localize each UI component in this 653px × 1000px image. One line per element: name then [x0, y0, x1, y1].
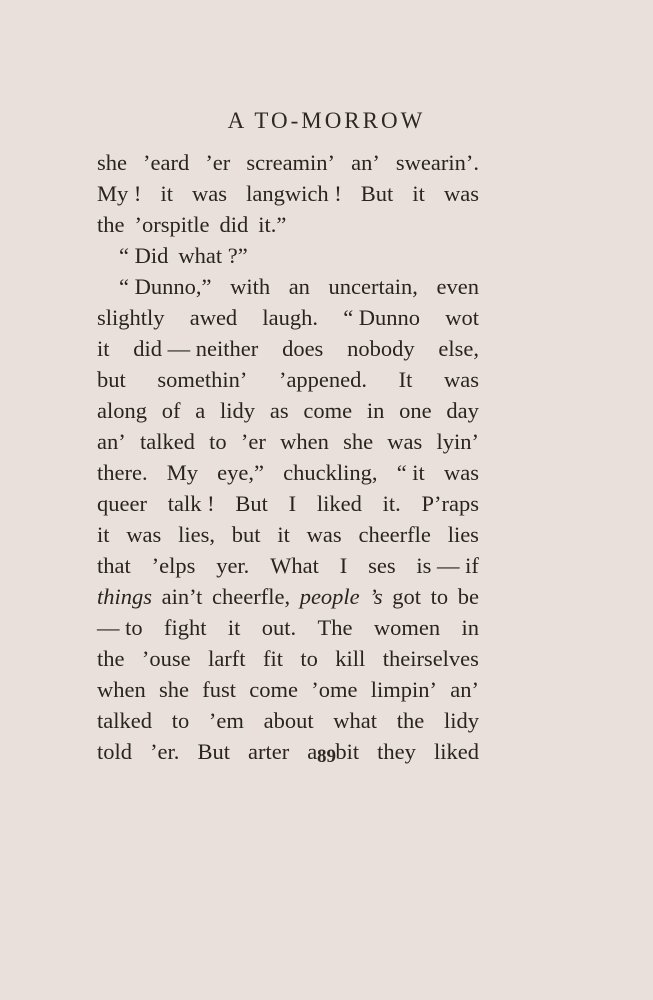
word: of	[161, 398, 181, 423]
word: But	[360, 181, 394, 206]
word: ’ome	[311, 677, 358, 702]
word: “ it	[396, 460, 425, 485]
word: come	[303, 398, 353, 423]
word: a	[195, 398, 206, 423]
text-line	[97, 705, 479, 736]
word: lies,	[178, 522, 215, 547]
word: talked	[139, 429, 195, 454]
word: bit	[335, 739, 360, 764]
word: what	[333, 708, 378, 733]
word: but	[97, 367, 126, 392]
word: there.	[97, 460, 148, 485]
word: is — if	[416, 553, 479, 578]
word: it	[160, 181, 173, 206]
word: ’eard	[143, 150, 190, 175]
word: even	[436, 274, 479, 299]
word: else,	[438, 336, 479, 361]
body-text	[97, 147, 479, 767]
word: to	[171, 708, 190, 733]
word: “ Did	[119, 243, 169, 268]
word: But	[235, 491, 268, 516]
word: “ Dunno	[343, 305, 421, 330]
word: laugh.	[262, 305, 318, 330]
word: I	[339, 553, 348, 578]
text-line	[97, 612, 479, 643]
word: people	[299, 584, 360, 609]
word: a	[307, 739, 318, 764]
word: lidy	[220, 398, 256, 423]
text-line	[97, 240, 479, 271]
word: ’elps	[151, 553, 196, 578]
word: P’raps	[421, 491, 479, 516]
word: ’er.	[150, 739, 180, 764]
word: langwich !	[246, 181, 342, 206]
text-line	[97, 581, 479, 612]
word: ’er	[205, 150, 231, 175]
word: ’s	[369, 584, 383, 609]
word: talk !	[167, 491, 215, 516]
word: women	[373, 615, 441, 640]
word: day	[446, 398, 479, 423]
word: come	[249, 677, 298, 702]
word: kill	[335, 646, 366, 671]
word: it	[227, 615, 241, 640]
word: but	[231, 522, 261, 547]
word: ’er	[240, 429, 266, 454]
text-line	[97, 457, 479, 488]
word: with	[230, 274, 271, 299]
word: ain’t	[161, 584, 203, 609]
word: she	[159, 677, 189, 702]
word: she	[343, 429, 374, 454]
text-line	[97, 674, 479, 705]
word: when	[97, 677, 146, 702]
word: got	[392, 584, 421, 609]
word: cheerfle,	[212, 584, 291, 609]
word: chuckling,	[283, 460, 378, 485]
word: larft	[208, 646, 246, 671]
word: it.”	[258, 212, 287, 237]
word: the	[97, 212, 125, 237]
word: screamin’	[246, 150, 336, 175]
word: to	[300, 646, 318, 671]
word: The	[317, 615, 353, 640]
word: to	[430, 584, 449, 609]
word: ’em	[208, 708, 244, 733]
word: what ?”	[178, 243, 248, 268]
text-line	[97, 519, 479, 550]
word: was	[443, 181, 479, 206]
text-line	[97, 426, 479, 457]
word: along	[97, 398, 147, 423]
word: But	[197, 739, 230, 764]
word: in	[461, 615, 479, 640]
word: that	[97, 553, 131, 578]
word: fight	[164, 615, 207, 640]
text-line	[97, 488, 479, 519]
word: nobody	[347, 336, 415, 361]
text-line	[97, 550, 479, 581]
word: swearin’.	[395, 150, 479, 175]
word: liked	[316, 491, 362, 516]
word: What	[270, 553, 319, 578]
word: was	[306, 522, 342, 547]
word: it	[412, 181, 425, 206]
word: an’	[450, 677, 479, 702]
text-line	[97, 395, 479, 426]
word: somethin’	[157, 367, 248, 392]
word: in	[366, 398, 385, 423]
word: lidy	[443, 708, 479, 733]
word: slightly	[97, 305, 165, 330]
word: as	[269, 398, 289, 423]
word: ses	[368, 553, 396, 578]
word: yer.	[216, 553, 250, 578]
word: it	[277, 522, 290, 547]
word: was	[443, 460, 479, 485]
running-header: A TO-MORROW	[227, 108, 426, 133]
word: ’appened.	[278, 367, 368, 392]
word: it.	[382, 491, 401, 516]
word: theirselves	[382, 646, 479, 671]
word: I	[288, 491, 297, 516]
word: the	[97, 646, 125, 671]
word: was	[443, 367, 479, 392]
word: was	[126, 522, 162, 547]
word: talked	[97, 708, 152, 733]
word: when	[280, 429, 329, 454]
text-line	[97, 302, 479, 333]
text-line	[97, 333, 479, 364]
word: ’orspitle	[134, 212, 210, 237]
word: It	[398, 367, 413, 392]
word: she	[97, 150, 127, 175]
word: My	[166, 460, 199, 485]
word: — to	[97, 615, 143, 640]
text-line	[97, 178, 479, 209]
text-line	[97, 364, 479, 395]
word: “ Dunno,”	[119, 274, 212, 299]
word: they	[377, 739, 416, 764]
word: to	[209, 429, 227, 454]
word: did	[219, 212, 249, 237]
word: an’	[97, 429, 126, 454]
word: it	[97, 522, 110, 547]
word: out.	[261, 615, 297, 640]
word: did — neither	[133, 336, 259, 361]
word: awed	[189, 305, 238, 330]
text-line	[97, 147, 479, 178]
word: wot	[445, 305, 479, 330]
word: one	[399, 398, 432, 423]
word: fit	[262, 646, 283, 671]
word: arter	[248, 739, 290, 764]
word: lies	[447, 522, 479, 547]
word: uncertain,	[328, 274, 418, 299]
word: an’	[351, 150, 380, 175]
word: fust	[202, 677, 236, 702]
word: things	[97, 584, 153, 609]
word: about	[263, 708, 314, 733]
word: ’ouse	[141, 646, 191, 671]
word: the	[396, 708, 425, 733]
word: eye,”	[217, 460, 265, 485]
word: told	[97, 739, 133, 764]
word: it	[97, 336, 110, 361]
word: does	[282, 336, 324, 361]
word: queer	[97, 491, 147, 516]
word: cheerfle	[358, 522, 431, 547]
word: limpin’	[370, 677, 437, 702]
word: was	[387, 429, 423, 454]
text-line	[97, 209, 479, 240]
text-line	[97, 271, 479, 302]
word: My !	[97, 181, 142, 206]
word: lyin’	[436, 429, 479, 454]
word: be	[457, 584, 479, 609]
word: was	[192, 181, 228, 206]
text-line	[97, 643, 479, 674]
word: liked	[433, 739, 479, 764]
page-number: 89	[317, 746, 336, 767]
word: an	[288, 274, 310, 299]
